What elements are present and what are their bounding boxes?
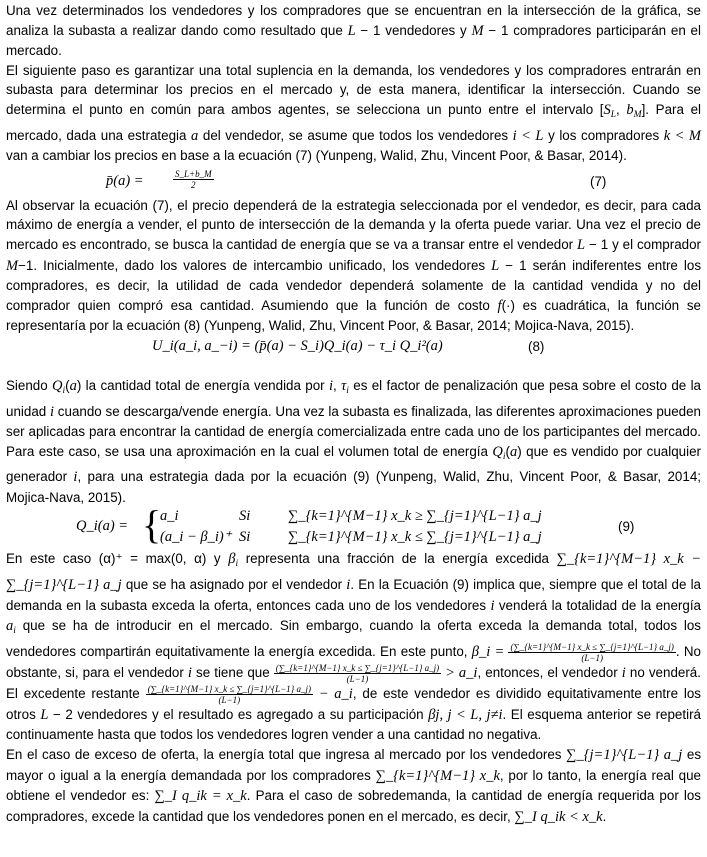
paragraph-4: Siendo $Q_i(a)$ la cantidad total de energía vendida por i, $\tau_i$ es el factor de penalización que pesa sobre el costo de la unidad i cuando se descarga/vende energía. Una vez la subasta es finalizada, las diferentes aproximaciones pueden ser aplicadas para encontrar la cantidad de energía comercializada entre cada uno de los participantes del mercado. Para este caso, se usa una aproximación en la cual el volumen total de energía $Q_i(a)$ que es vendido por cualquier generador i, para una estrategia dada por la ecuación (9) (Yunpeng, Walid, Zhu, Vincent Poor, & Basar, 2014; Mojica-Nava, 2015). bbox=[6, 377, 701, 505]
equation-9-case2-value: (a_i − β_i)⁺ bbox=[160, 529, 232, 546]
equation-7-denominator: 2 bbox=[191, 179, 196, 190]
equation-9-case2-si: Si bbox=[239, 529, 251, 546]
equation-8-expression: U_i(a_i, a_−i) = (p̄(a) − S_i)Q_i(a) − τ_i Q_i²(a) bbox=[152, 337, 443, 354]
equation-9-case1-condition: ∑_{k=1}^{M−1} x_k ≥ ∑_{j=1}^{L−1} a_j bbox=[288, 508, 542, 525]
equation-7-fraction bbox=[173, 169, 214, 190]
equation-9-label: (9) bbox=[618, 519, 635, 535]
equation-8 bbox=[6, 336, 701, 360]
equation-7-lhs: p̄(a) = bbox=[106, 172, 144, 189]
paragraph-5: En este caso (α)⁺ = max(0, α) y $\beta_i$ representa una fracción de la energía excedida ∑_{k=1}^{M−1} x_k − ∑_{j=1}^{L−1} a_j que se ha asignado por el vendedor i. En la Ecuación (9) implica que, siempre que el total de la demanda en la subasta exceda la oferta, entonces cada uno de los vendedores i venderá la totalidad de la energía $a_i$ que se ha de introducir en el mercado. Sin embargo, cuando la oferta exceda la demanda total, todos los vendedores compartirán equitativamente la energía excedida. En este punto, β_i = $\frac{(\sum\_\{k=1\}\^{}\{M-1\} x\_k \le \sum\_\{j=1\}\^{}\{L-1\} a\_j)}{(L-1)}$ . No obstante, si, para el vendedor i se tiene que $\frac{(\sum\_\{k=1\}\^{}\{M-1\} x\_k \le \sum\_\{j=1\}\^{}\{L-1\} a\_j)}{(L-1)}$ > a_i, entonces, el vendedor i no venderá. El excedente restante $\frac{(\sum\_\{k=1\}\^{}\{M-1\} x\_k \le \sum\_\{j=1\}\^{}\{L-1\} a\_j)}{(L-1)}$ − a_i, de este vendedor es dividido equitativamente entre los otros L − 2 vendedores y el resultado es agregado a su participación βj, j < L, j≠i. El esquema anterior se repetirá continuamente hasta que todos los vendedores logren vender a una cantidad no negativa. bbox=[6, 551, 702, 743]
equation-9 bbox=[6, 502, 701, 549]
equation-9-brace: { bbox=[142, 502, 162, 548]
paragraph-6: En el caso de exceso de oferta, la energía total que ingresa al mercado por los vendedores ∑_{j=1}^{L−1} a_j es mayor o igual a la energía demandada por los compradores ∑_{k=1}^{M−1} x_k, por lo tanto, la energía real que obtiene el vendedor es: ∑_I q_ik = x_k. Para el caso de sobredemanda, la cantidad de energía requerida por los compradores, excede la cantidad que los vendedores ponen en el mercado, es decir, ∑_I q_ik < x_k. bbox=[6, 747, 702, 825]
equation-7 bbox=[6, 166, 701, 196]
paragraph-2: El siguiente paso es garantizar una total suplencia en la demanda, los vendedores y los compradores entrarán en subasta para determinar los precios en el mercado y, de esta manera, identificar la intersección. Cuando se determina el punto en común para ambos agentes, se selecciona un punto entre el intervalo [$S_L$, $b_M$]. Para el mercado, dada una estrategia a del vendedor, se asume que todos los vendedores i < L y los compradores k < M van a cambiar los precios en base a la ecuación (7) (Yunpeng, Walid, Zhu, Vincent Poor, & Basar, 2014). bbox=[6, 62, 702, 164]
threshold-fraction: $\frac{(\sum\_\{k=1\}\^{}\{M-1\} x\_k \le \sum\_\{j=1\}\^{}\{L-1\} a\_j)}{(L-1)}$ bbox=[275, 662, 440, 684]
equation-9-lhs: Q_i(a) = bbox=[76, 518, 129, 535]
remaining-surplus-fraction: $\frac{(\sum\_\{k=1\}\^{}\{M-1\} x\_k \le \sum\_\{j=1\}\^{}\{L-1\} a\_j)}{(L-1)}$ bbox=[147, 683, 312, 705]
paragraph-3: Al observar la ecuación (7), el precio dependerá de la estrategia seleccionada por el vendedor, es decir, para cada máximo de energía a vender, el punto de intersección de la demanda y la oferta puede variar. Una vez el precio de mercado es encontrado, se busca la cantidad de energía que se va a transar entre el vendedor L − 1 y el comprador M−1. Inicialmente, dado los valores de intercambio unificado, los vendedores L − 1 serán indiferentes entre los compradores, es decir, la utilidad de cada vendedor dependerá solamente de la cantidad vendida y no del comprador quien compró esa cantidad. Asumiendo que la función de costo f(·) es cuadrática, la función se representaría por la ecuación (8) (Yunpeng, Walid, Zhu, Vincent Poor, & Basar, 2014; Mojica-Nava, 2015). bbox=[6, 197, 702, 334]
equation-7-numerator: S_L+b_M bbox=[175, 168, 212, 179]
equation-7-label: (7) bbox=[590, 173, 607, 189]
equation-9-case1-value: a_i bbox=[160, 508, 179, 525]
equation-9-case1-si: Si bbox=[239, 508, 251, 525]
equation-9-case2-condition: ∑_{k=1}^{M−1} x_k ≤ ∑_{j=1}^{L−1} a_j bbox=[288, 529, 542, 546]
equation-8-label: (8) bbox=[528, 338, 545, 354]
beta-fraction: $\frac{(\sum\_\{k=1\}\^{}\{M-1\} x\_k \le \sum\_\{j=1\}\^{}\{L-1\} a\_j)}{(L-1)}$ bbox=[510, 641, 674, 663]
paragraph-1: Una vez determinados los vendedores y los compradores que se encuentran en la intersección de la gráfica, se analiza la subasta a realizar dando como resultado que L − 1 vendedores y M − 1 compradores participarán en el mercado. bbox=[6, 3, 701, 59]
